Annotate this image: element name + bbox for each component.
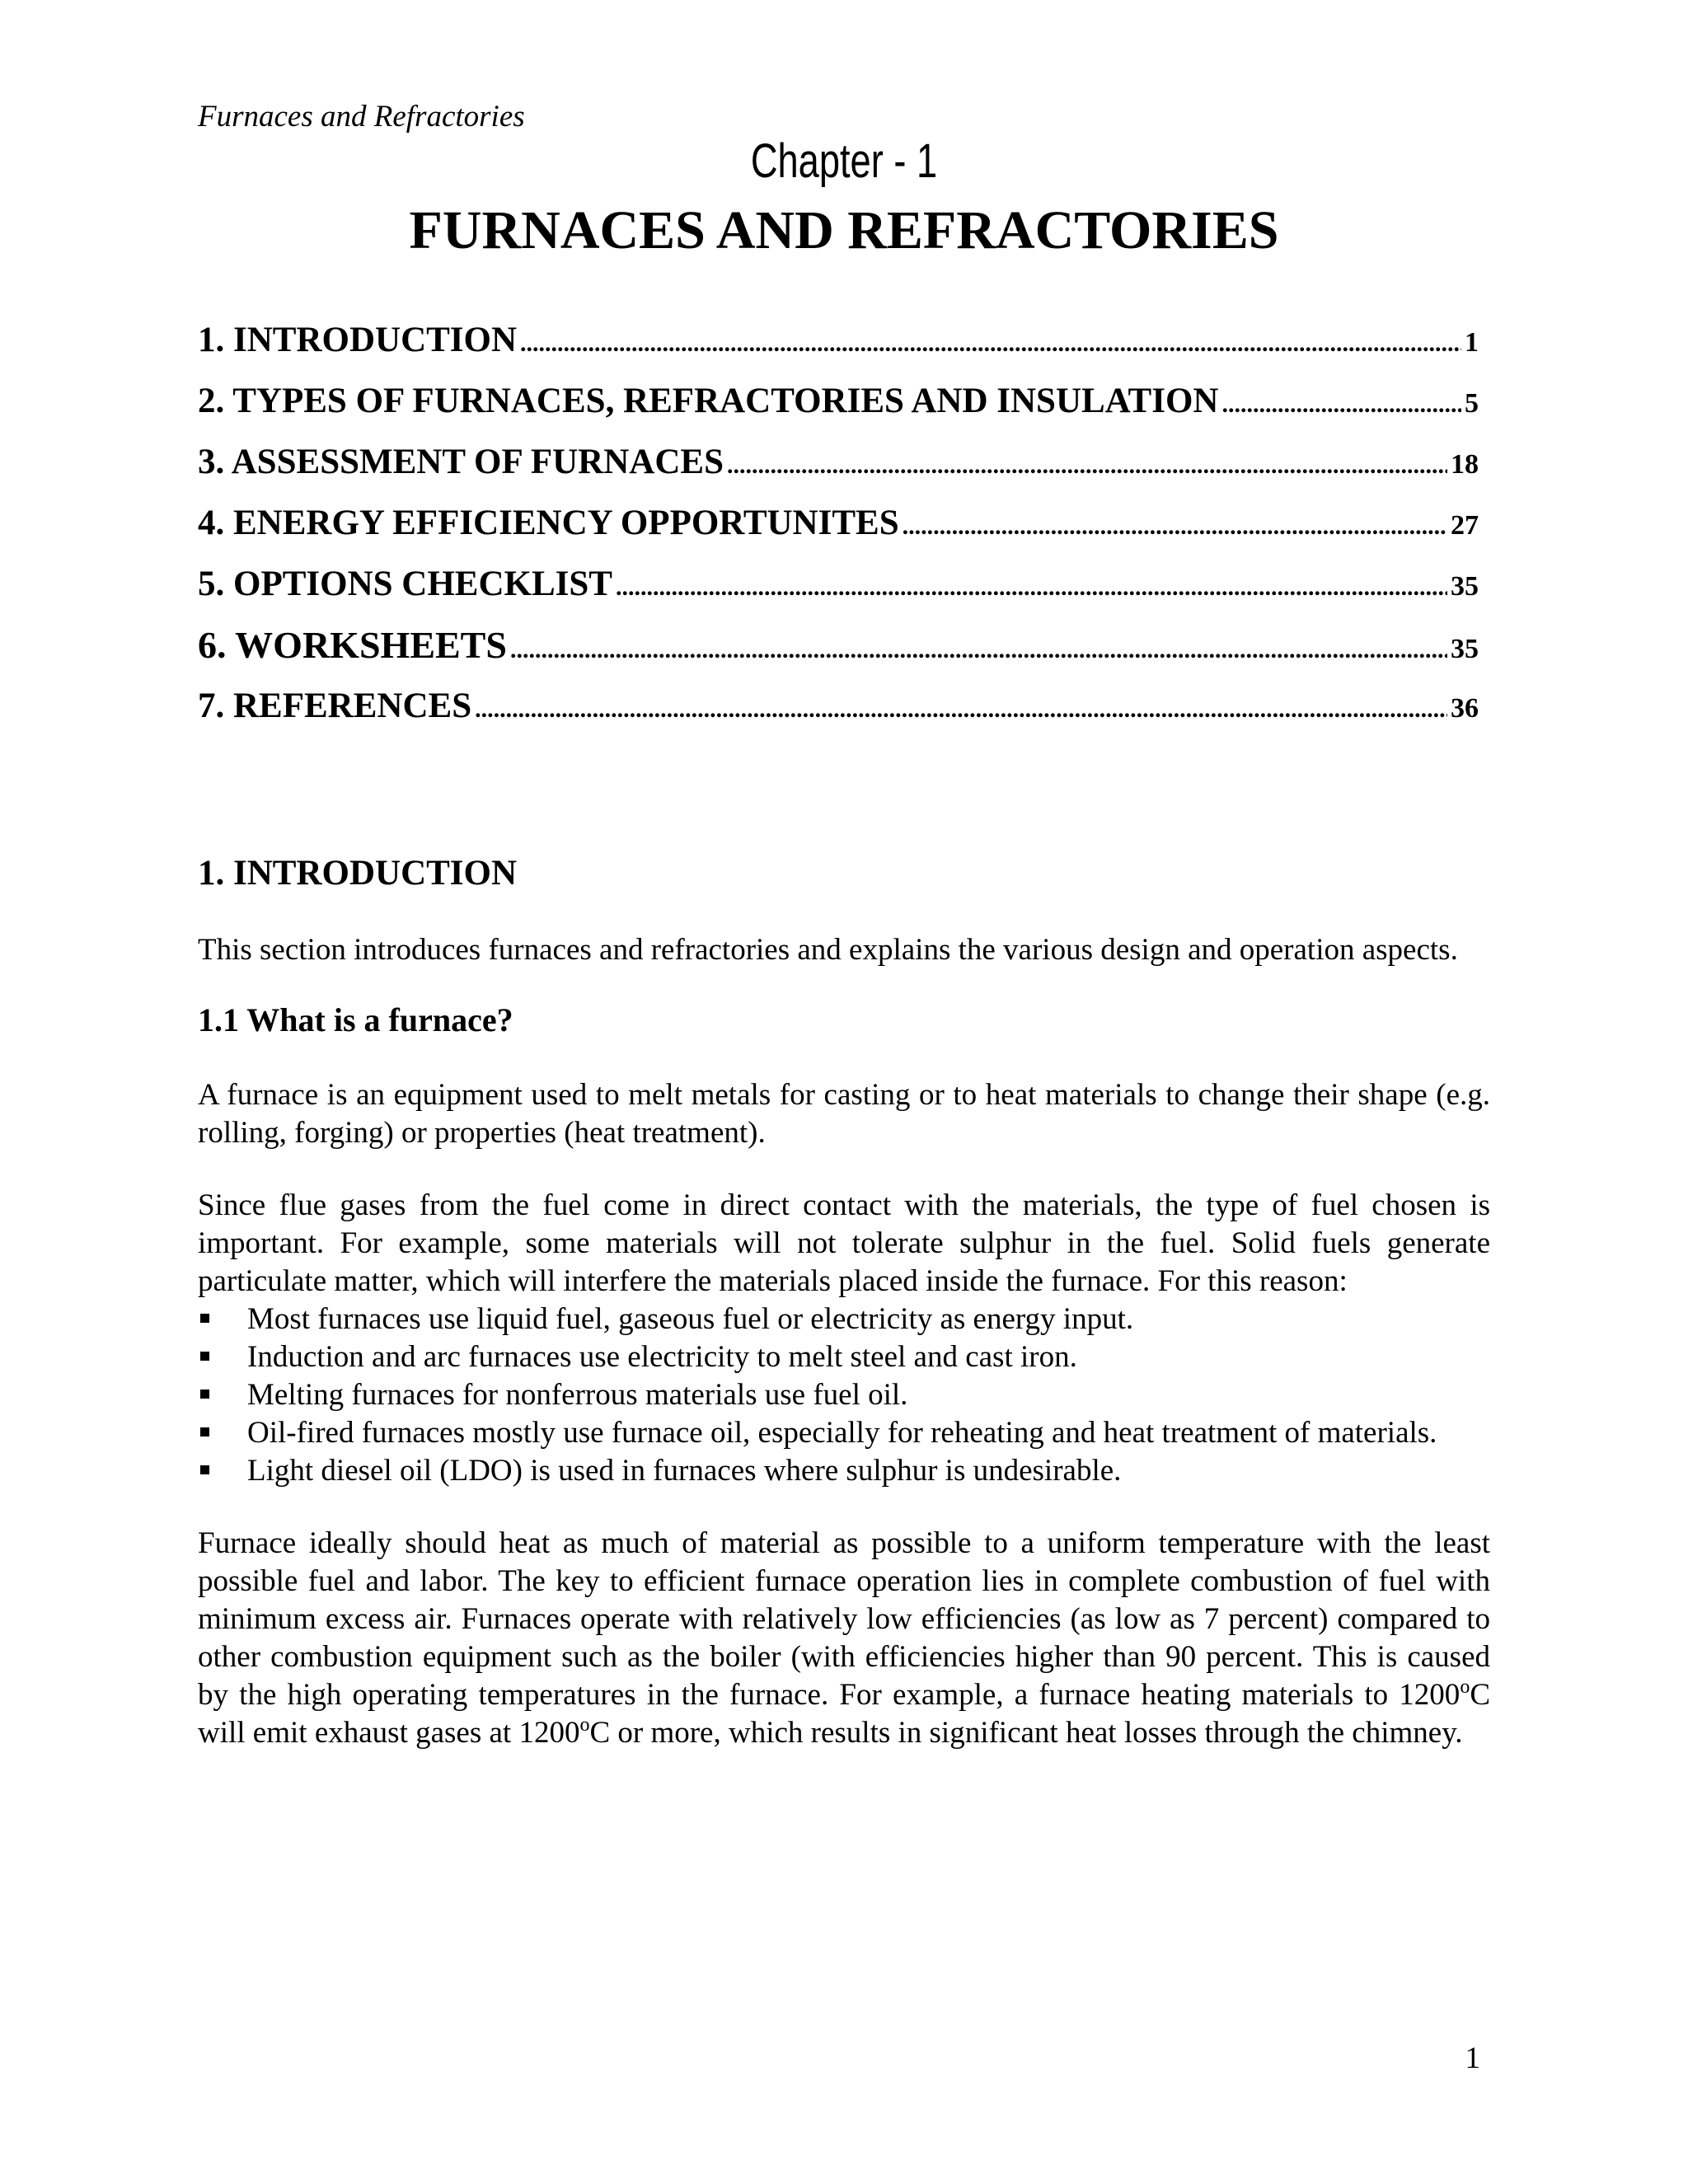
subsection-heading: 1.1 What is a furnace? <box>198 1001 513 1038</box>
toc-entry-title: 1. INTRODUCTION <box>198 321 518 359</box>
efficiency-text-part-1: Furnace ideally should heat as much of material as possible to a uniform temperature with the least possible fuel and labor. The key to efficient furnace operation lies in complete combustion of fuel with minimum excess air. Furnaces operate with relatively low efficiencies (as low as 7 percent) compared to other combustion equipment such as the boiler (with efficiencies higher than 90 percent. This is caused by the high operating temperatures in the furnace. For example, a furnace heating materials to 1200 <box>198 1526 1490 1712</box>
intro-paragraph: This section introduces furnaces and refractories and explains the various design and operation aspects. <box>198 933 1458 967</box>
list-item <box>198 1338 1490 1376</box>
toc-entry-assessment[interactable] <box>198 432 1479 493</box>
toc-entry-title: 3. ASSESSMENT OF FURNACES <box>198 443 724 481</box>
toc-entry-options-checklist[interactable] <box>198 554 1479 615</box>
degree-superscript: o <box>579 1714 590 1736</box>
fuel-choice-paragraph: Since flue gases from the fuel come in direct contact with the materials, the type of fuel chosen is important. For example, some materials will not tolerate sulphur in the fuel. Solid fuels generate particulate matter, which will interfere the materials placed inside the furnace. For this reason: <box>198 1188 1490 1298</box>
square-bullet-icon <box>200 1390 209 1399</box>
fuel-bullet-list <box>198 1301 1490 1490</box>
toc-entry-types[interactable] <box>198 371 1479 432</box>
list-item-text: Most furnaces use liquid fuel, gaseous fuel or electricity as energy input. <box>247 1302 1134 1336</box>
toc-entry-title: 5. OPTIONS CHECKLIST <box>198 565 612 603</box>
list-item-text: Light diesel oil (LDO) is used in furnaces where sulphur is undesirable. <box>247 1454 1122 1488</box>
toc-entry-energy-efficiency[interactable] <box>198 493 1479 554</box>
toc-entry-page: 35 <box>1451 634 1479 664</box>
list-item <box>198 1301 1490 1338</box>
list-item-text: Melting furnaces for nonferrous materials use fuel oil. <box>247 1378 908 1412</box>
table-of-contents <box>198 310 1479 737</box>
toc-leader-dots <box>903 496 1447 557</box>
toc-leader-dots <box>520 313 1461 374</box>
toc-entry-title: 2. TYPES OF FURNACES, REFRACTORIES AND INSULATION <box>198 382 1219 420</box>
list-item <box>198 1414 1490 1452</box>
running-header: Furnaces and Refractories <box>198 100 525 134</box>
document-page <box>198 0 1490 2184</box>
toc-leader-dots <box>616 557 1447 618</box>
list-item-text: Oil-fired furnaces mostly use furnace oil, especially for reheating and heat treatment of materials. <box>247 1416 1437 1450</box>
toc-entry-page: 27 <box>1451 510 1479 541</box>
square-bullet-icon <box>200 1352 209 1361</box>
square-bullet-icon <box>200 1314 209 1323</box>
efficiency-paragraph <box>198 1525 1490 1752</box>
list-item <box>198 1376 1490 1414</box>
toc-entry-references[interactable] <box>198 676 1479 737</box>
list-item-text: Induction and arc furnaces use electricity to melt steel and cast iron. <box>247 1340 1077 1374</box>
toc-entry-title: 6. WORKSHEETS <box>198 624 507 666</box>
toc-entry-page: 36 <box>1451 693 1479 724</box>
section-heading: 1. INTRODUCTION <box>198 854 518 893</box>
toc-entry-page: 1 <box>1465 327 1479 358</box>
toc-entry-title: 4. ENERGY EFFICIENCY OPPORTUNITES <box>198 504 899 542</box>
toc-leader-dots <box>1221 374 1461 435</box>
page-number: 1 <box>1465 2041 1480 2075</box>
toc-entry-introduction[interactable] <box>198 310 1479 371</box>
toc-entry-page: 35 <box>1451 571 1479 602</box>
furnace-definition-paragraph: A furnace is an equipment used to melt metals for casting or to heat materials to change their shape (e.g. rolling, forging) or properties (heat treatment). <box>198 1078 1490 1150</box>
square-bullet-icon <box>200 1427 209 1436</box>
introduction-section <box>198 851 1490 1787</box>
toc-leader-dots <box>727 435 1447 496</box>
efficiency-text-part-2: C will emit exhaust gases at 1200 <box>198 1678 1490 1750</box>
toc-leader-dots <box>475 679 1447 740</box>
chapter-label: Chapter - 1 <box>750 134 938 188</box>
toc-entry-page: 18 <box>1451 449 1479 480</box>
toc-entry-page: 5 <box>1465 388 1479 419</box>
chapter-title: FURNACES AND REFRACTORIES <box>409 200 1279 260</box>
degree-superscript: o <box>1460 1676 1470 1698</box>
toc-entry-title: 7. REFERENCES <box>198 687 472 725</box>
toc-leader-dots <box>510 620 1447 681</box>
toc-entry-worksheets[interactable] <box>198 615 1479 676</box>
list-item <box>198 1452 1490 1490</box>
efficiency-text-part-3: C or more, which results in significant heat losses through the chimney. <box>589 1716 1463 1750</box>
square-bullet-icon <box>200 1465 209 1474</box>
